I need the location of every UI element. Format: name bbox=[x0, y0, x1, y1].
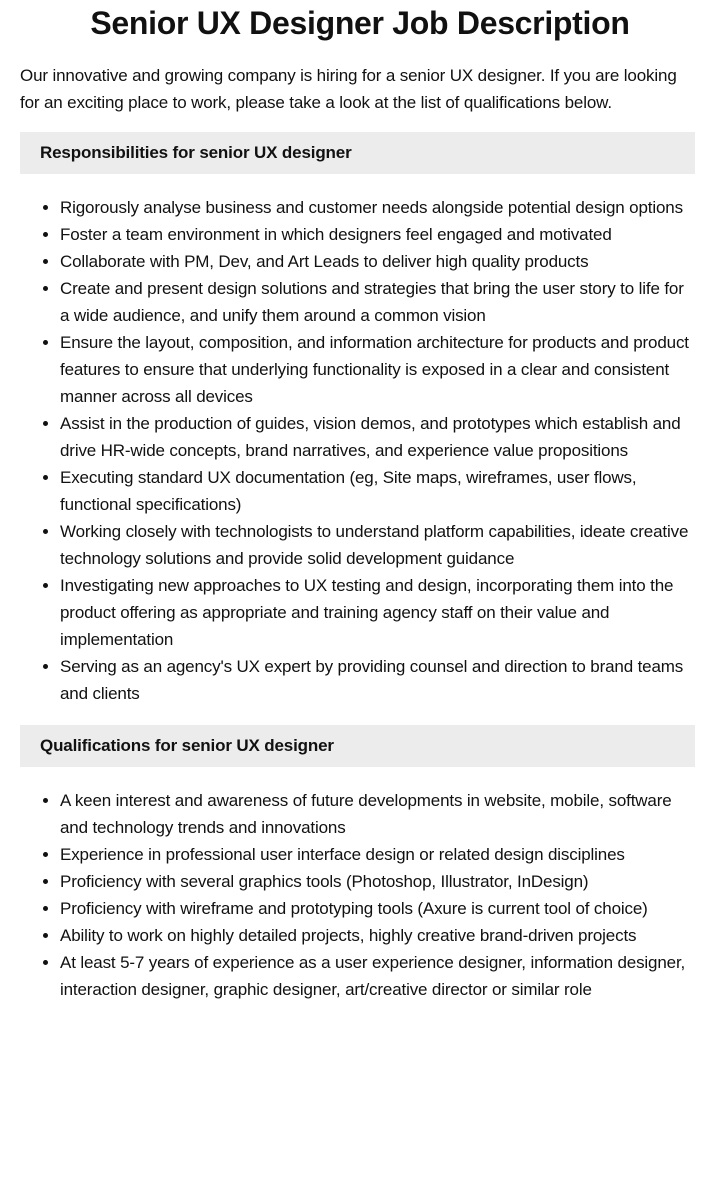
list-item: • Working closely with technologists to understand platform capabilities, ideate creative technology solutions and provide solid development guidance bbox=[60, 518, 695, 572]
qualifications-heading: Qualifications for senior UX designer bbox=[20, 725, 695, 767]
list-item: • Rigorously analyse business and customer needs alongside potential design options bbox=[60, 194, 695, 221]
responsibilities-heading: Responsibilities for senior UX designer bbox=[20, 132, 695, 174]
list-item: • Proficiency with wireframe and prototyping tools (Axure is current tool of choice) bbox=[60, 895, 695, 922]
list-item: • Create and present design solutions and strategies that bring the user story to life for a wide audience, and unify them around a common vision bbox=[60, 275, 695, 329]
qualifications-list bbox=[20, 787, 695, 1003]
list-item: • Serving as an agency's UX expert by providing counsel and direction to brand teams and clients bbox=[60, 653, 695, 707]
list-item: • Proficiency with several graphics tools (Photoshop, Illustrator, InDesign) bbox=[60, 868, 695, 895]
responsibilities-list bbox=[20, 194, 695, 707]
list-item: • A keen interest and awareness of future developments in website, mobile, software and technology trends and innovations bbox=[60, 787, 695, 841]
list-item: • Experience in professional user interface design or related design disciplines bbox=[60, 841, 695, 868]
list-item: • Assist in the production of guides, vision demos, and prototypes which establish and drive HR-wide concepts, brand narratives, and experience value propositions bbox=[60, 410, 695, 464]
list-item: • Foster a team environment in which designers feel engaged and motivated bbox=[60, 221, 695, 248]
list-item: • Ability to work on highly detailed projects, highly creative brand-driven projects bbox=[60, 922, 695, 949]
list-item: • Investigating new approaches to UX testing and design, incorporating them into the product offering as appropriate and training agency staff on their value and implementation bbox=[60, 572, 695, 653]
intro-paragraph: Our innovative and growing company is hiring for a senior UX designer. If you are looking for an exciting place to work, please take a look at the list of qualifications below. bbox=[20, 66, 677, 112]
list-item: • Executing standard UX documentation (eg, Site maps, wireframes, user flows, functional specifications) bbox=[60, 464, 695, 518]
list-item: • At least 5-7 years of experience as a user experience designer, information designer, interaction designer, graphic designer, art/creative director or similar role bbox=[60, 949, 695, 1003]
list-item: • Ensure the layout, composition, and information architecture for products and product features to ensure that underlying functionality is exposed in a clear and consistent manner across all devices bbox=[60, 329, 695, 410]
list-item: • Collaborate with PM, Dev, and Art Leads to deliver high quality products bbox=[60, 248, 695, 275]
page-title: Senior UX Designer Job Description bbox=[90, 5, 630, 41]
